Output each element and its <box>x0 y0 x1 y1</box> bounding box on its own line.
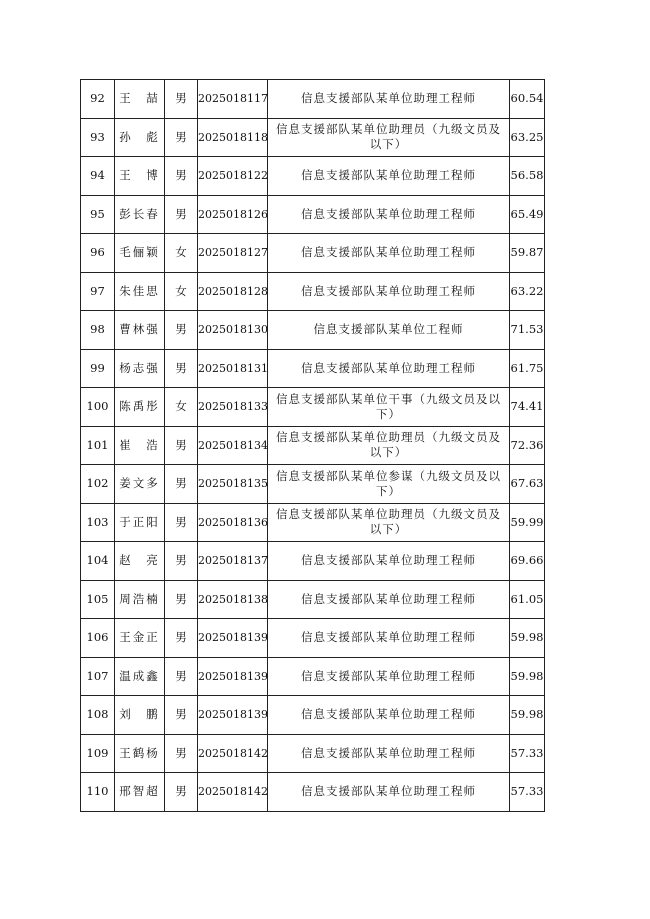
cell-number: 95 <box>81 195 115 234</box>
cell-sex: 男 <box>165 195 198 234</box>
cell-exam-id: 2025018118 <box>198 118 268 157</box>
cell-sex: 男 <box>165 619 198 658</box>
cell-exam-id: 2025018139 <box>198 657 268 696</box>
cell-exam-id: 2025018142 <box>198 773 268 812</box>
cell-name: 邢智超 <box>115 773 165 812</box>
cell-name: 王鹤杨 <box>115 734 165 773</box>
cell-sex: 男 <box>165 465 198 504</box>
cell-score: 67.63 <box>510 465 545 504</box>
table-row <box>81 773 545 812</box>
cell-sex: 男 <box>165 542 198 581</box>
table-row <box>81 157 545 196</box>
cell-position: 信息支援部队某单位助理员（九级文员及以下） <box>268 118 510 157</box>
cell-position: 信息支援部队某单位助理工程师 <box>268 272 510 311</box>
cell-sex: 女 <box>165 272 198 311</box>
cell-number: 109 <box>81 734 115 773</box>
cell-score: 63.25 <box>510 118 545 157</box>
cell-position: 信息支援部队某单位助理工程师 <box>268 773 510 812</box>
cell-exam-id: 2025018139 <box>198 696 268 735</box>
cell-name: 王 喆 <box>115 80 165 119</box>
cell-exam-id: 2025018122 <box>198 157 268 196</box>
cell-sex: 男 <box>165 734 198 773</box>
cell-score: 59.99 <box>510 503 545 542</box>
cell-exam-id: 2025018136 <box>198 503 268 542</box>
cell-name: 朱佳思 <box>115 272 165 311</box>
cell-exam-id: 2025018137 <box>198 542 268 581</box>
cell-name: 王金正 <box>115 619 165 658</box>
cell-sex: 男 <box>165 580 198 619</box>
table-row <box>81 234 545 273</box>
cell-number: 94 <box>81 157 115 196</box>
cell-number: 105 <box>81 580 115 619</box>
cell-sex: 男 <box>165 80 198 119</box>
cell-score: 74.41 <box>510 388 545 427</box>
table-row <box>81 503 545 542</box>
table-row <box>81 542 545 581</box>
cell-number: 98 <box>81 311 115 350</box>
cell-exam-id: 2025018126 <box>198 195 268 234</box>
cell-sex: 男 <box>165 503 198 542</box>
table-row <box>81 465 545 504</box>
cell-number: 96 <box>81 234 115 273</box>
cell-name: 赵 亮 <box>115 542 165 581</box>
cell-name: 温成鑫 <box>115 657 165 696</box>
cell-number: 100 <box>81 388 115 427</box>
cell-exam-id: 2025018139 <box>198 619 268 658</box>
cell-score: 60.54 <box>510 80 545 119</box>
results-table-body <box>81 80 545 812</box>
cell-position: 信息支援部队某单位助理工程师 <box>268 80 510 119</box>
cell-position: 信息支援部队某单位助理工程师 <box>268 234 510 273</box>
cell-exam-id: 2025018127 <box>198 234 268 273</box>
cell-sex: 女 <box>165 388 198 427</box>
cell-name: 崔 浩 <box>115 426 165 465</box>
cell-number: 103 <box>81 503 115 542</box>
table-row <box>81 388 545 427</box>
cell-number: 99 <box>81 349 115 388</box>
cell-name: 杨志强 <box>115 349 165 388</box>
cell-number: 101 <box>81 426 115 465</box>
cell-score: 57.33 <box>510 773 545 812</box>
cell-number: 93 <box>81 118 115 157</box>
cell-sex: 男 <box>165 426 198 465</box>
cell-number: 102 <box>81 465 115 504</box>
cell-exam-id: 2025018117 <box>198 80 268 119</box>
cell-score: 71.53 <box>510 311 545 350</box>
cell-score: 57.33 <box>510 734 545 773</box>
cell-name: 曹林强 <box>115 311 165 350</box>
cell-name: 王 博 <box>115 157 165 196</box>
table-row <box>81 580 545 619</box>
cell-score: 65.49 <box>510 195 545 234</box>
cell-sex: 男 <box>165 349 198 388</box>
cell-score: 61.75 <box>510 349 545 388</box>
cell-score: 59.98 <box>510 657 545 696</box>
cell-position: 信息支援部队某单位助理工程师 <box>268 542 510 581</box>
cell-number: 106 <box>81 619 115 658</box>
cell-name: 刘 鹏 <box>115 696 165 735</box>
table-row <box>81 311 545 350</box>
cell-score: 61.05 <box>510 580 545 619</box>
cell-position: 信息支援部队某单位助理工程师 <box>268 734 510 773</box>
cell-position: 信息支援部队某单位助理工程师 <box>268 195 510 234</box>
cell-exam-id: 2025018138 <box>198 580 268 619</box>
cell-name: 陈禹彤 <box>115 388 165 427</box>
cell-sex: 女 <box>165 234 198 273</box>
table-row <box>81 80 545 119</box>
table-row <box>81 657 545 696</box>
cell-score: 59.98 <box>510 619 545 658</box>
cell-position: 信息支援部队某单位助理员（九级文员及以下） <box>268 426 510 465</box>
cell-position: 信息支援部队某单位助理员（九级文员及以下） <box>268 503 510 542</box>
table-row <box>81 195 545 234</box>
table-row <box>81 118 545 157</box>
cell-sex: 男 <box>165 696 198 735</box>
cell-position: 信息支援部队某单位助理工程师 <box>268 696 510 735</box>
cell-number: 97 <box>81 272 115 311</box>
table-row <box>81 349 545 388</box>
cell-number: 104 <box>81 542 115 581</box>
table-row <box>81 272 545 311</box>
cell-exam-id: 2025018130 <box>198 311 268 350</box>
cell-exam-id: 2025018135 <box>198 465 268 504</box>
cell-score: 56.58 <box>510 157 545 196</box>
cell-name: 周浩楠 <box>115 580 165 619</box>
cell-number: 92 <box>81 80 115 119</box>
cell-number: 110 <box>81 773 115 812</box>
cell-score: 69.66 <box>510 542 545 581</box>
cell-score: 59.87 <box>510 234 545 273</box>
cell-sex: 男 <box>165 118 198 157</box>
cell-position: 信息支援部队某单位助理工程师 <box>268 619 510 658</box>
cell-sex: 男 <box>165 311 198 350</box>
results-table-container <box>80 79 544 812</box>
cell-number: 108 <box>81 696 115 735</box>
cell-sex: 男 <box>165 657 198 696</box>
cell-exam-id: 2025018142 <box>198 734 268 773</box>
cell-exam-id: 2025018131 <box>198 349 268 388</box>
cell-sex: 男 <box>165 157 198 196</box>
cell-sex: 男 <box>165 773 198 812</box>
cell-position: 信息支援部队某单位干事（九级文员及以下） <box>268 388 510 427</box>
cell-name: 姜文多 <box>115 465 165 504</box>
cell-score: 59.98 <box>510 696 545 735</box>
table-row <box>81 696 545 735</box>
cell-position: 信息支援部队某单位参谋（九级文员及以下） <box>268 465 510 504</box>
results-table <box>80 79 545 812</box>
cell-position: 信息支援部队某单位助理工程师 <box>268 580 510 619</box>
cell-number: 107 <box>81 657 115 696</box>
cell-name: 孙 彪 <box>115 118 165 157</box>
table-row <box>81 619 545 658</box>
cell-exam-id: 2025018128 <box>198 272 268 311</box>
cell-position: 信息支援部队某单位助理工程师 <box>268 657 510 696</box>
table-row <box>81 426 545 465</box>
cell-name: 于正阳 <box>115 503 165 542</box>
cell-name: 彭长春 <box>115 195 165 234</box>
table-row <box>81 734 545 773</box>
cell-score: 63.22 <box>510 272 545 311</box>
cell-position: 信息支援部队某单位助理工程师 <box>268 157 510 196</box>
cell-exam-id: 2025018134 <box>198 426 268 465</box>
cell-position: 信息支援部队某单位助理工程师 <box>268 349 510 388</box>
cell-name: 毛俪颖 <box>115 234 165 273</box>
cell-exam-id: 2025018133 <box>198 388 268 427</box>
cell-score: 72.36 <box>510 426 545 465</box>
cell-position: 信息支援部队某单位工程师 <box>268 311 510 350</box>
